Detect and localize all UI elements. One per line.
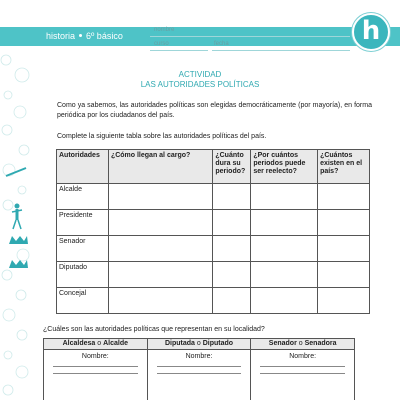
answer-cell[interactable]: [318, 288, 370, 314]
pencil-icon: [6, 168, 26, 176]
grade-level: 6º básico: [86, 31, 123, 41]
subject-label: [46, 29, 123, 43]
crown-icon: [9, 236, 28, 244]
column-header: [251, 339, 355, 350]
answer-cell[interactable]: [213, 262, 251, 288]
row-label: Alcalde: [57, 184, 109, 210]
answer-cell[interactable]: [213, 210, 251, 236]
activity-title: ACTIVIDAD: [178, 70, 222, 79]
sidebar-decoration: [0, 0, 34, 400]
write-line: [260, 366, 345, 367]
table-row: [57, 236, 370, 262]
dancer-icon: [12, 204, 22, 230]
header-term: Alcaldesa: [62, 340, 96, 347]
answer-cell[interactable]: [213, 288, 251, 314]
write-line: [157, 373, 242, 374]
table-row: [57, 262, 370, 288]
header-connector: o: [95, 340, 104, 347]
column-header: ¿Cuánto dura su periodo?: [213, 150, 251, 184]
header-connector: o: [194, 340, 203, 347]
name-label: Nombre:: [289, 353, 317, 360]
column-header: ¿Cuántos existen en el país?: [318, 150, 370, 184]
answer-cell[interactable]: [251, 262, 318, 288]
write-line: [157, 366, 242, 367]
table-instruction: Complete la siguiente tabla sobre las autoridades políticas del país.: [57, 133, 267, 140]
answer-cell[interactable]: [108, 288, 212, 314]
answer-cell[interactable]: [318, 262, 370, 288]
write-line: [260, 373, 345, 374]
table-row: [57, 184, 370, 210]
course-line: [150, 50, 208, 51]
name-line: [150, 36, 350, 37]
name-cell[interactable]: [251, 350, 355, 400]
header-term: Diputado: [202, 340, 234, 347]
activity-subtitle: LAS AUTORIDADES POLÍTICAS: [140, 80, 260, 89]
column-header: [44, 339, 148, 350]
date-label: fecha: [214, 41, 229, 47]
brand-logo: [352, 13, 390, 51]
header-term: Alcalde: [103, 340, 129, 347]
local-authorities-question: ¿Cuáles son las autoridades políticas que representan en su localidad?: [43, 326, 265, 333]
row-label: Presidente: [57, 210, 109, 236]
answer-cell[interactable]: [251, 184, 318, 210]
table-header-row: [57, 150, 370, 184]
name-cell[interactable]: [147, 350, 251, 400]
answer-cell[interactable]: [213, 236, 251, 262]
answer-cell[interactable]: [251, 236, 318, 262]
row-label: Concejal: [57, 288, 109, 314]
row-label: Diputado: [57, 262, 109, 288]
authorities-table: [56, 149, 370, 314]
answer-cell[interactable]: [108, 184, 212, 210]
header-term: Senador: [268, 340, 297, 347]
table-row: [44, 350, 355, 400]
crown-icon: [9, 260, 28, 268]
answer-cell[interactable]: [251, 288, 318, 314]
answer-cell[interactable]: [108, 262, 212, 288]
course-label: curso: [154, 41, 169, 47]
answer-cell[interactable]: [108, 210, 212, 236]
intro-paragraph: Como ya sabemos, las autoridades políticas son elegidas democráticamente (por mayoría), en forma periódica por los ciudadanos del país.: [57, 102, 372, 119]
row-label: Senador: [57, 236, 109, 262]
separator-dot: [79, 34, 82, 37]
logo-letter: h: [361, 16, 381, 46]
date-line: [212, 50, 350, 51]
write-line: [53, 366, 138, 367]
write-line: [53, 373, 138, 374]
name-label: Nombre:: [185, 353, 213, 360]
name-label: Nombre:: [81, 353, 109, 360]
column-header: [147, 339, 251, 350]
column-header: Autoridades: [57, 150, 109, 184]
table-row: [57, 210, 370, 236]
answer-cell[interactable]: [318, 236, 370, 262]
answer-cell[interactable]: [251, 210, 318, 236]
answer-cell[interactable]: [213, 184, 251, 210]
table-header-row: [44, 339, 355, 350]
subject-name: historia: [46, 31, 76, 41]
answer-cell[interactable]: [318, 210, 370, 236]
answer-cell[interactable]: [318, 184, 370, 210]
name-cell[interactable]: [44, 350, 148, 400]
header-connector: o: [296, 340, 305, 347]
header-term: Diputada: [164, 340, 195, 347]
column-header: ¿Por cuántos periodos puede ser reelecto?: [251, 150, 318, 184]
header-term: Senadora: [304, 340, 337, 347]
local-authorities-table: [43, 338, 355, 400]
name-label: nombre: [154, 27, 175, 33]
column-header: ¿Cómo llegan al cargo?: [108, 150, 212, 184]
answer-cell[interactable]: [108, 236, 212, 262]
table-row: [57, 288, 370, 314]
